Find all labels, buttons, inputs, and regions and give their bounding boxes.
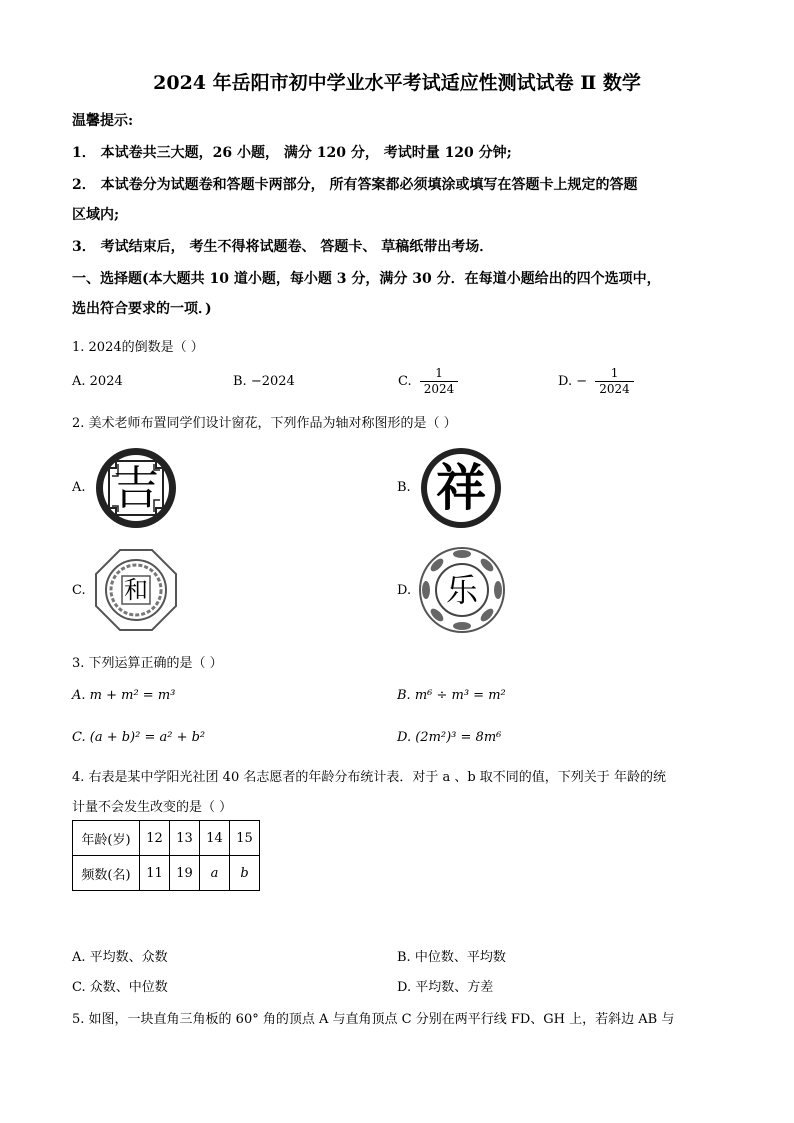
q4-age-table — [72, 820, 260, 891]
q1-option-c — [398, 366, 458, 397]
q3-option-d: D. (2m²)³ = 8m⁶ — [397, 730, 502, 745]
table-row — [73, 856, 260, 891]
q4-option-a: A. 平均数、众数 — [72, 950, 168, 965]
q2-option-d-label: D. — [397, 583, 412, 598]
q1-option-d-numerator: 1 — [595, 366, 634, 382]
q1-option-c-denominator: 2024 — [423, 382, 455, 396]
q3-stem: 3. 下列运算正确的是（ ） — [72, 656, 223, 671]
q4-stem: 4. 右表是某中学阳光社团 40 名志愿者的年龄分布统计表．对于 a 、b 取不同的值，下列关于 年龄的统 — [72, 770, 666, 785]
q1-option-a: A. 2024 — [72, 374, 123, 389]
q2-figure-b-character: 祥 — [436, 459, 486, 517]
q2-figure-c-character: 和 — [124, 576, 148, 604]
tip-item-3: 3． 考试结束后， 考生不得将试题卷、 答题卡、 草稿纸带出考场． — [72, 239, 494, 255]
q5-stem: 5. 如图，一块直角三角板的 60° 角的顶点 A 与直角顶点 C 分别在两平行线 FD、GH 上，若斜边 AB 与 — [72, 1012, 675, 1027]
q2-option-b-label: B. — [397, 480, 411, 495]
q4-option-d: D. 平均数、方差 — [397, 980, 494, 995]
tip-item-2-cont: 区域内; — [72, 207, 120, 223]
q2-figure-d-character: 乐 — [445, 571, 478, 609]
q1-option-c-numerator: 1 — [420, 366, 459, 382]
table-cell: 14 — [200, 821, 230, 856]
table-cell: 19 — [170, 856, 200, 891]
q1-option-d-label: D. − — [558, 374, 588, 389]
q2-option-c-label: C. — [72, 583, 86, 598]
q3-option-b: B. m⁶ ÷ m³ = m² — [397, 688, 506, 703]
table-cell: 频数(名) — [73, 856, 140, 891]
table-cell: 12 — [140, 821, 170, 856]
q4-option-c: C. 众数、中位数 — [72, 980, 168, 995]
table-cell: 年龄(岁) — [73, 821, 140, 856]
q1-option-d-denominator: 2024 — [599, 382, 630, 396]
q3-option-a: A. m + m² = m³ — [72, 688, 176, 703]
table-cell: a — [200, 856, 230, 891]
tip-item-1: 1． 本试卷共三大题，26 小题， 满分 120 分， 考试时量 120 分钟; — [72, 145, 512, 161]
section-1-heading: 一、选择题(本大题共 10 道小题，每小题 3 分，满分 30 分．在每道小题给出的四个选项中， — [72, 271, 661, 287]
q4-stem-cont: 计量不会发生改变的是（ ） — [72, 800, 233, 815]
table-cell: b — [230, 856, 260, 891]
table-cell: 15 — [230, 821, 260, 856]
tip-item-2: 2． 本试卷分为试题卷和答题卡两部分， 所有答案都必须填涂或填写在答题卡上规定的答题 — [72, 177, 638, 193]
table-cell: 11 — [140, 856, 170, 891]
q1-option-d-fraction — [595, 366, 634, 397]
q2-figure-a-character: 吉 — [113, 461, 159, 515]
table-cell: 13 — [170, 821, 200, 856]
q1-stem: 1. 2024的倒数是（ ） — [72, 340, 204, 355]
page-title: 2024 年岳阳市初中学业水平考试适应性测试试卷 Ⅱ 数学 — [153, 72, 641, 94]
q2-option-a-label: A. — [72, 480, 86, 495]
q1-option-d — [558, 366, 634, 397]
q2-stem: 2. 美术老师布置同学们设计窗花，下列作品为轴对称图形的是（ ） — [72, 416, 457, 431]
q1-option-c-fraction — [420, 366, 459, 397]
q3-option-c: C. (a + b)² = a² + b² — [72, 730, 206, 745]
section-1-heading-cont: 选出符合要求的一项．) — [72, 301, 212, 317]
tips-heading: 温馨提示: — [72, 113, 134, 129]
q1-option-b: B. −2024 — [233, 374, 295, 389]
q1-option-c-label: C. — [398, 374, 412, 389]
q4-option-b: B. 中位数、平均数 — [397, 950, 506, 965]
table-row — [73, 821, 260, 856]
